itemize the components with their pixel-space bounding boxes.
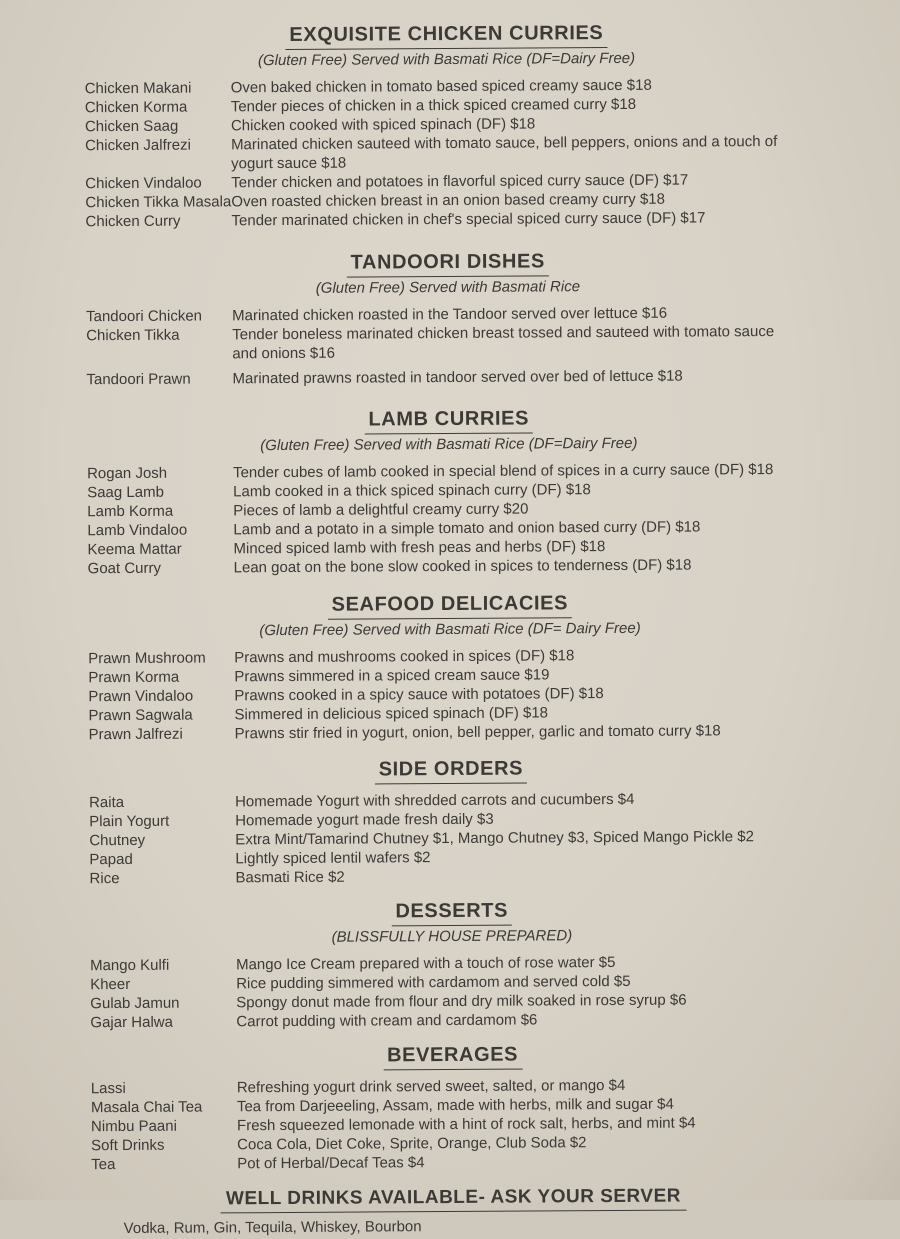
menu-item-row: [0, 207, 898, 231]
item-description: Lamb and a potato in a simple tomato and onion based curry (DF) $18: [233, 518, 701, 539]
item-name: Chicken Tikka: [86, 326, 180, 345]
item-description: Oven roasted chicken breast in an onion based creamy curry $18: [231, 190, 666, 211]
item-description: Tender pieces of chicken in a thick spiced creamed curry $18: [230, 95, 637, 116]
menu-footer: [3, 1183, 900, 1238]
item-description: Prawns and mushrooms cooked in spices (DF) $18: [234, 647, 575, 667]
menu-section-chicken: [0, 19, 898, 231]
item-name: Mango Kulfi: [89, 956, 170, 975]
section-title: DESSERTS: [391, 899, 512, 927]
section-subtitle: (BLISSFULLY HOUSE PREPARED): [331, 927, 573, 946]
item-description: Basmati Rice $2: [235, 868, 345, 887]
section-title: TANDOORI DISHES: [347, 249, 549, 277]
menu-item-row: [0, 554, 900, 578]
item-name: Keema Mattar: [87, 540, 182, 559]
item-name: Lamb Korma: [87, 502, 174, 521]
item-name: Chutney: [89, 831, 146, 850]
item-name: Raita: [89, 793, 125, 812]
item-name: Tandoori Chicken: [86, 307, 203, 326]
section-items: [2, 951, 900, 1032]
item-description: Fresh squeezed lemonade with a hint of rock salt, herbs, and mint $4: [236, 1114, 696, 1135]
menu-item-row: [0, 131, 897, 174]
item-name: Lassi: [90, 1079, 126, 1098]
item-description: Prawns stir fried in yogurt, onion, bell pepper, garlic and tomato curry $18: [234, 722, 721, 743]
section-items: [0, 459, 900, 578]
item-description: Pot of Herbal/Decaf Teas $4: [237, 1154, 425, 1173]
menu-section-desserts: [2, 896, 900, 1032]
item-name: Tandoori Prawn: [86, 370, 191, 389]
item-name: Prawn Vindaloo: [88, 687, 194, 706]
item-description: Refreshing yogurt drink served sweet, salted, or mango $4: [236, 1076, 626, 1097]
item-name: Gulab Jamun: [90, 994, 180, 1013]
section-title: BEVERAGES: [383, 1043, 522, 1071]
item-description: Carrot pudding with cream and cardamom $6: [236, 1011, 538, 1031]
section-items: [0, 74, 898, 231]
item-name: Plain Yogurt: [89, 812, 170, 831]
item-name: Prawn Jalfrezi: [88, 725, 183, 744]
item-name: Prawn Sagwala: [88, 706, 193, 725]
item-description: Lamb cooked in a thick spiced spinach curry (DF) $18: [233, 481, 591, 501]
item-description: Homemade Yogurt with shredded carrots and cucumbers $4: [234, 790, 635, 811]
item-description: Tea from Darjeeeling, Assam, made with herbs, milk and sugar $4: [236, 1095, 674, 1116]
item-description: Marinated prawns roasted in tandoor served over bed of lettuce $18: [232, 367, 683, 388]
menu-section-beverages: [3, 1040, 900, 1174]
item-name: Prawn Korma: [88, 668, 180, 687]
section-subtitle: (Gluten Free) Served with Basmati Rice (DF=Dairy Free): [257, 49, 636, 70]
item-name: Chicken Saag: [84, 117, 179, 136]
item-description: Rice pudding simmered with cardamom and served cold $5: [236, 972, 631, 993]
menu-content: [0, 19, 900, 1238]
menu-item-row: [0, 321, 898, 364]
item-name: Chicken Tikka Masala: [85, 193, 232, 212]
footer-note: Vodka, Rum, Gin, Tequila, Whiskey, Bourbon: [123, 1218, 422, 1238]
item-name: Prawn Mushroom: [88, 649, 206, 668]
menu-item-row: [0, 365, 899, 389]
menu-sections: [0, 19, 900, 1174]
item-description: Prawns simmered in a spiced cream sauce $19: [234, 666, 550, 686]
item-description: Marinated chicken sauteed with tomato sauce, bell peppers, onions and a touch of yogurt sauce $18: [230, 132, 778, 173]
item-name: Kheer: [90, 975, 131, 994]
footer-title: WELL DRINKS AVAILABLE- ASK YOUR SERVER: [220, 1185, 687, 1214]
menu-section-lamb: [0, 404, 900, 578]
item-name: Gajar Halwa: [90, 1013, 173, 1032]
item-name: Papad: [89, 850, 133, 869]
item-description: Lightly spiced lentil wafers $2: [235, 849, 431, 868]
item-description: Simmered in delicious spiced spinach (DF) $18: [234, 704, 549, 724]
menu-section-tandoori: [0, 247, 899, 389]
item-name: Chicken Korma: [84, 98, 188, 117]
menu-section-sides: [1, 754, 900, 888]
item-description: Pieces of lamb a delightful creamy curry $20: [233, 500, 529, 520]
item-name: Saag Lamb: [87, 483, 164, 502]
item-description: Coca Cola, Diet Coke, Sprite, Orange, Club Soda $2: [237, 1134, 587, 1154]
item-description: Chicken cooked with spiced spinach (DF) $18: [230, 115, 536, 135]
section-title: SIDE ORDERS: [375, 757, 528, 785]
section-title: SEAFOOD DELICACIES: [328, 591, 573, 619]
item-name: Rice: [89, 870, 120, 888]
section-title: EXQUISITE CHICKEN CURRIES: [285, 21, 607, 50]
section-items: [0, 302, 899, 389]
section-subtitle: (Gluten Free) Served with Basmati Rice (DF= Dairy Free): [259, 619, 641, 640]
item-description: Lean goat on the bone slow cooked in spices to tenderness (DF) $18: [233, 556, 692, 577]
item-name: Rogan Josh: [86, 464, 168, 483]
item-name: Tea: [91, 1156, 116, 1174]
item-name: Masala Chai Tea: [90, 1098, 203, 1117]
menu-section-seafood: [0, 589, 900, 744]
item-description: Tender chicken and potatoes in flavorful spiced curry sauce (DF) $17: [231, 171, 689, 192]
item-name: Chicken Jalfrezi: [84, 136, 191, 155]
item-name: Chicken Vindaloo: [85, 174, 202, 193]
item-description: Mango Ice Cream prepared with a touch of rose water $5: [235, 953, 616, 974]
item-description: Prawns cooked in a spicy sauce with potatoes (DF) $18: [234, 685, 604, 705]
section-subtitle: (Gluten Free) Served with Basmati Rice: [315, 278, 581, 297]
item-description: Tender boneless marinated chicken breast tossed and sauteed with tomato sauce and onions $16: [232, 323, 775, 363]
item-name: Goat Curry: [87, 559, 162, 578]
item-description: Homemade yogurt made fresh daily $3: [235, 810, 494, 830]
item-name: Nimbu Paani: [90, 1117, 177, 1136]
item-description: Spongy donut made from flour and dry milk soaked in rose syrup $6: [236, 991, 687, 1012]
item-name: Chicken Makani: [84, 79, 192, 98]
section-title: LAMB CURRIES: [364, 406, 533, 434]
item-description: Oven baked chicken in tomato based spiced creamy sauce $18: [230, 76, 652, 97]
item-description: Extra Mint/Tamarind Chutney $1, Mango Chutney $3, Spiced Mango Pickle $2: [235, 828, 754, 849]
item-description: Marinated chicken roasted in the Tandoor served over lettuce $16: [232, 304, 668, 325]
section-items: [1, 788, 900, 888]
menu-item-row: [1, 720, 900, 744]
item-name: Soft Drinks: [91, 1136, 165, 1155]
item-name: Chicken Curry: [85, 212, 181, 231]
section-subtitle: (Gluten Free) Served with Basmati Rice (DF=Dairy Free): [260, 434, 638, 455]
item-description: Tender cubes of lamb cooked in special blend of spices in a curry sauce (DF) $18: [232, 461, 774, 482]
item-name: Lamb Vindaloo: [87, 521, 188, 540]
section-items: [3, 1074, 900, 1174]
section-items: [0, 644, 900, 744]
item-description: Tender marinated chicken in chef's special spiced curry sauce (DF) $17: [231, 209, 706, 230]
item-description: Minced spiced lamb with fresh peas and herbs (DF) $18: [233, 538, 606, 558]
